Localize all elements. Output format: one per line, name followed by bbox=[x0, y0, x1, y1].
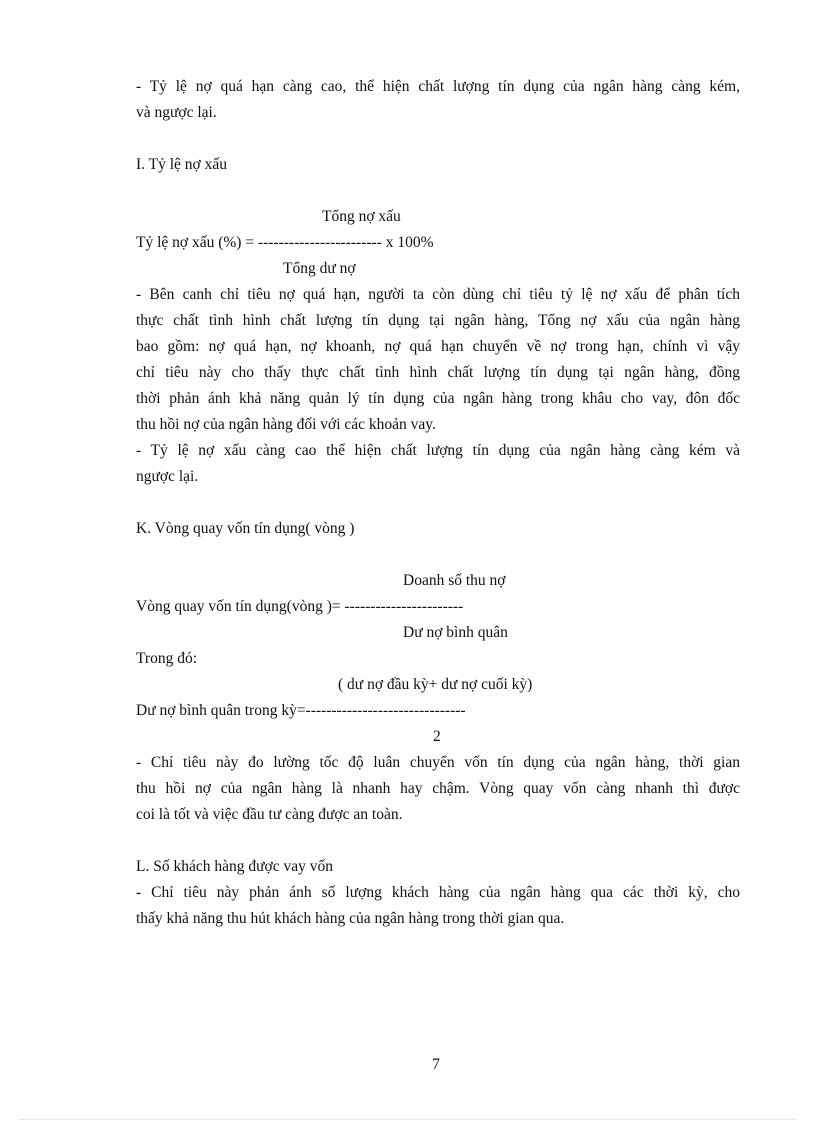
turnover-formula-numerator: Doanh số thu nợ bbox=[403, 572, 506, 589]
turnover-formula-denominator: Dư nợ bình quân bbox=[403, 624, 508, 641]
section-k-para-line-3: coi là tốt và việc đầu tư càng được an toàn. bbox=[136, 806, 403, 823]
turnover-formula-equation: Vòng quay vốn tín dụng(vòng )= ----------------------- bbox=[136, 598, 464, 615]
section-i-para1-line-3: bao gồm: nợ quá hạn, nợ khoanh, nợ quá hạn chuyển về nợ trong hạn, chính vì vậy bbox=[136, 338, 740, 355]
section-i-para2-line-1: - Tỷ lệ nợ xấu càng cao thể hiện chất lượng tín dụng của ngân hàng càng kém và bbox=[136, 442, 740, 459]
section-i-para1-line-6: thu hồi nợ của ngân hàng đối với các khoản vay. bbox=[136, 416, 436, 433]
intro-line-1: - Tỷ lệ nợ quá hạn càng cao, thể hiện chất lượng tín dụng của ngân hàng càng kém, bbox=[136, 78, 740, 95]
avg-debt-formula-numerator: ( dư nợ đầu kỳ+ dư nợ cuối kỳ) bbox=[338, 676, 533, 693]
section-i-para1-line-4: chỉ tiêu này cho thấy thực chất tình hình chất lượng tín dụng tại ngân hàng, đồng bbox=[136, 364, 740, 381]
section-l-para-line-2: thấy khả năng thu hút khách hàng của ngân hàng trong thời gian qua. bbox=[136, 910, 565, 927]
where-label: Trong đó: bbox=[136, 650, 198, 667]
section-k-para-line-1: - Chỉ tiêu này đo lường tốc độ luân chuyển vốn tín dụng của ngân hàng, thời gian bbox=[136, 754, 740, 771]
section-l-heading: L. Số khách hàng được vay vốn bbox=[136, 858, 333, 875]
section-i-para2-line-2: ngược lại. bbox=[136, 468, 199, 485]
section-i-para1-line-2: thực chất tình hình chất lượng tín dụng tại ngân hàng, Tổng nợ xấu của ngân hàng bbox=[136, 312, 740, 329]
avg-debt-formula-denominator: 2 bbox=[433, 728, 441, 745]
section-i-para1-line-1: - Bên canh chỉ tiêu nợ quá hạn, người ta còn dùng chỉ tiêu tỷ lệ nợ xấu để phân tích bbox=[136, 286, 740, 303]
intro-line-2: và ngược lại. bbox=[136, 104, 217, 121]
page-bottom-divider bbox=[20, 1119, 796, 1120]
bad-debt-formula-numerator: Tổng nợ xấu bbox=[322, 208, 401, 225]
bad-debt-formula-equation: Tỷ lệ nợ xấu (%) = ------------------------ x 100% bbox=[136, 234, 434, 251]
section-i-para1-line-5: thời phản ánh khả năng quản lý tín dụng của ngân hàng trong khâu cho vay, đôn đốc bbox=[136, 390, 740, 407]
bad-debt-formula-denominator: Tổng dư nợ bbox=[283, 260, 356, 277]
section-i-heading: I. Tỷ lệ nợ xấu bbox=[136, 156, 227, 173]
section-l-para-line-1: - Chỉ tiêu này phản ánh số lượng khách hàng của ngân hàng qua các thời kỳ, cho bbox=[136, 884, 740, 901]
avg-debt-formula-equation: Dư nợ bình quân trong kỳ=------------------------------- bbox=[136, 702, 466, 719]
section-k-para-line-2: thu hồi nợ của ngân hàng là nhanh hay chậm. Vòng quay vốn càng nhanh thì được bbox=[136, 780, 740, 797]
section-k-heading: K. Vòng quay vốn tín dụng( vòng ) bbox=[136, 520, 355, 537]
page-number: 7 bbox=[432, 1056, 440, 1073]
